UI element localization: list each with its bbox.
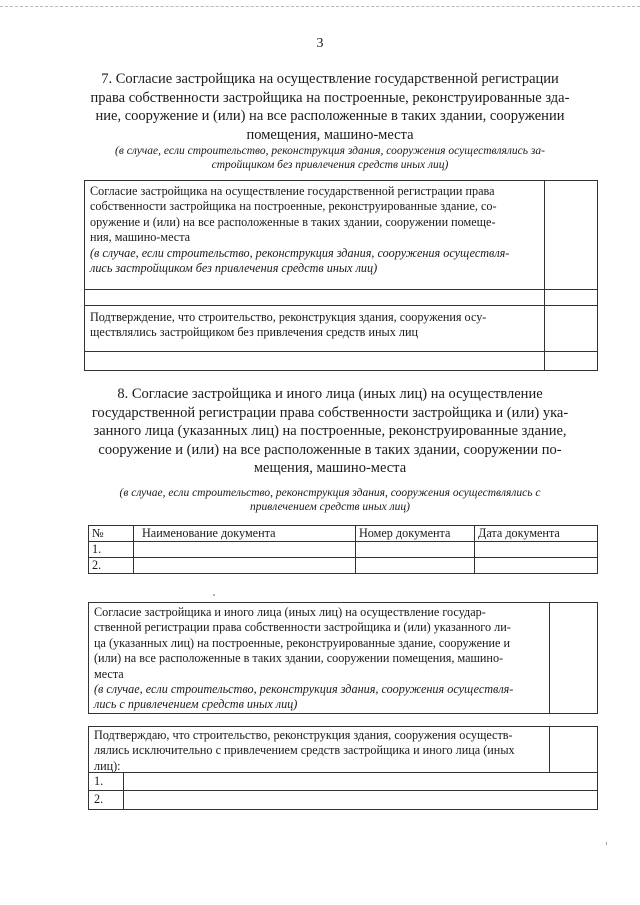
table-row [89,542,598,558]
confirm-row-number: 1. [94,774,104,788]
table-cell [134,558,356,574]
table-cell [356,558,475,574]
section8-consent-text: Согласие застройщика и иного лица (иных лиц) на осуществление государ- ственной регистрации права собственности застройщика и (или) указанного ли- ца (указанных лиц) на построенные, реконструированные здание, сооружение и (или) на все расположенные в таких здании, сооружении помещения, машино- места (в случае, если строительство, реконструкция здания, сооружения осуществля- лись с привлечением средств иных лиц) [94,605,514,712]
column-header: № [89,526,134,542]
documents-table [88,525,598,574]
table-cell [475,542,598,558]
table-cell [356,542,475,558]
section7-note: (в случае, если строительство, реконструкция здания, сооружения осуществлялись за- стройщиком без привлечения средств иных лиц) [115,145,545,171]
section7-heading: 7. Согласие застройщика на осуществление государственной регистрации права собственности застройщика на построенные, реконструированные зда- ние, сооружение и (или) на все расположенные в таких здании, сооружении помещения, машино-места [90,71,570,143]
section8-heading: 8. Согласие застройщика и иного лица (иных лиц) на осуществление государственной регистрации права собственности застройщика и (или) ука- занного лица (указанных лиц) на построенные, реконструированные здание, сооружение и (или) на все расположенные в таких здании, сооружении по- мещения, машино-места [91,386,569,476]
section7-consent-text: Согласие застройщика на осуществление государственной регистрации права собственности застройщика на построенные, реконструированные здание, со- оружение и (или) на все расположенные в таких здании, сооружении помеще- ния, машино-места (в случае, если строительство, реконструкция здания, сооружения осуществля- лись застройщиком без привлечения средств иных лиц) [90,184,510,276]
section8-note: (в случае, если строительство, реконструкция здания, сооружения осуществлялись с привлечением средств иных лиц) [119,487,541,513]
table-cell: 2. [89,558,134,574]
confirm-row-number: 2. [94,792,104,806]
section7-consent-table [84,180,598,371]
table-header-row [89,526,598,542]
table-row [89,558,598,574]
column-header: Наименование документа [134,526,356,542]
section8-confirm-box [88,726,598,810]
table-cell: 1. [89,542,134,558]
table-cell [134,542,356,558]
section8-confirm-text: Подтверждаю, что строительство, реконструкция здания, сооружения осуществ- лялись исключительно с привлечением средств застройщика и иного лица (иных лиц): [94,728,515,773]
column-header: Дата документа [475,526,598,542]
column-header: Номер документа [356,526,475,542]
scan-speck [213,594,215,596]
section7-confirm-text: Подтверждение, что строительство, реконструкция здания, сооружения осу- ществлялись застройщиком без привлечения средств иных лиц [90,310,487,340]
section8-consent-box [88,602,598,714]
scan-edge-line [0,6,640,7]
page-number: 3 [316,36,324,51]
scan-speck [606,842,607,845]
table-cell [475,558,598,574]
